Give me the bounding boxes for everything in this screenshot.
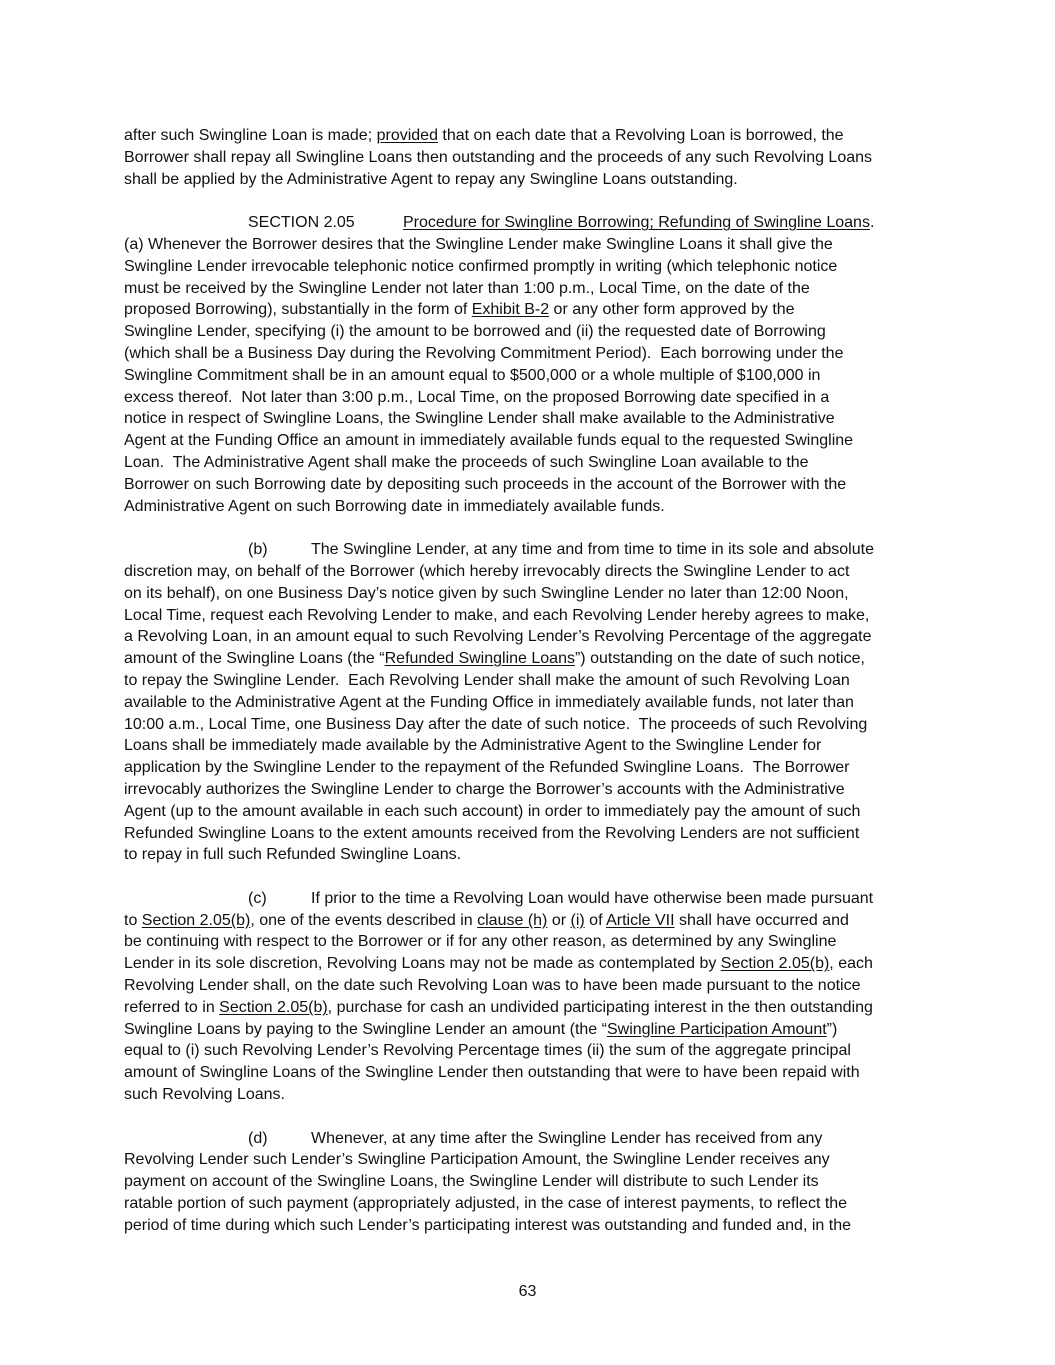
text-line <box>124 343 944 365</box>
text-line <box>124 1215 944 1237</box>
text-line <box>124 125 944 147</box>
text-line <box>124 408 944 430</box>
paragraph <box>124 539 944 866</box>
text-line <box>124 147 944 169</box>
text-run: Agent at the Funding Office an amount in immediately available funds equal to the requested Swingline <box>124 432 854 450</box>
text-line <box>124 496 944 518</box>
text-line <box>124 626 944 648</box>
underlined-reference: Swingline Participation Amount <box>606 1020 827 1038</box>
text-run: If prior to the time a Revolving Loan would have otherwise been made pursuant <box>311 889 874 907</box>
section-number: SECTION 2.05 <box>248 214 355 232</box>
text-run: irrevocably authorizes the Swingline Lender to charge the Borrower’s accounts with the Administrative <box>124 780 845 798</box>
text-line <box>124 735 944 757</box>
text-run: after such Swingline Loan is made; <box>124 127 377 144</box>
underlined-reference: provided <box>376 127 438 144</box>
text-line <box>124 452 944 474</box>
text-line <box>124 474 944 496</box>
paragraph <box>124 212 944 517</box>
clause-label: (d) <box>248 1129 268 1147</box>
text-run: Local Time, request each Revolving Lender to make, and each Revolving Lender hereby agrees to make, <box>124 606 870 624</box>
text-run: shall have occurred and <box>674 911 849 929</box>
text-line <box>124 997 944 1019</box>
text-line <box>124 1128 944 1150</box>
text-run: Borrower shall repay all Swingline Loans then outstanding and the proceeds of any such Revolving Loans <box>124 148 873 166</box>
clause-label: (c) <box>248 889 267 907</box>
page-number: 63 <box>518 1283 537 1300</box>
text-run: or any other form approved by the <box>549 301 795 319</box>
text-line <box>124 953 944 975</box>
text-run: Administrative Agent on such Borrowing date in immediately available funds. <box>124 497 665 515</box>
text-run: 10:00 a.m., Local Time, one Business Day after the date of such notice. The proceeds of such Revolving <box>124 715 868 733</box>
text-line <box>124 670 944 692</box>
text-run: Refunded Swingline Loans to the extent amounts received from the Revolving Lenders are not sufficient <box>124 824 860 842</box>
text-run: must be received by the Swingline Lender not later than 1:00 p.m., Local Time, on the date of the <box>124 279 810 297</box>
text-line <box>124 1084 944 1106</box>
text-run: of <box>584 911 607 929</box>
text-run: such Revolving Loans. <box>124 1086 285 1104</box>
text-line <box>124 779 944 801</box>
text-run: Revolving Lender such Lender’s Swingline Participation Amount, the Swingline Lender receives any <box>124 1151 830 1169</box>
text-run: , each <box>829 955 873 973</box>
text-line <box>124 757 944 779</box>
text-line <box>124 823 944 845</box>
text-line <box>124 975 944 997</box>
text-run: notice in respect of Swingline Loans, the Swingline Lender shall make available to the Administrative <box>124 410 835 428</box>
text-line <box>124 365 944 387</box>
text-run: ”) outstanding on the date of such notice, <box>574 650 865 668</box>
text-line <box>124 931 944 953</box>
text-run: to repay the Swingline Lender. Each Revolving Lender shall make the amount of such Revolving Loan <box>124 671 850 689</box>
text-run: that on each date that a Revolving Loan is borrowed, the <box>437 127 844 144</box>
text-line <box>124 801 944 823</box>
text-line <box>124 561 944 583</box>
text-line <box>124 1193 944 1215</box>
clause-label: (b) <box>248 541 268 559</box>
text-line <box>124 256 944 278</box>
text-line <box>124 212 944 234</box>
underlined-reference: Refunded Swingline Loans <box>384 650 575 668</box>
text-line <box>124 648 944 670</box>
paragraph <box>124 125 944 190</box>
text-run: available to the Administrative Agent at the Funding Office in immediately available funds, not later than <box>124 693 854 711</box>
text-run: Lender in its sole discretion, Revolving Loans may not be made as contemplated by <box>124 955 721 973</box>
underlined-reference: Section 2.05(b) <box>141 911 251 929</box>
text-line <box>124 1040 944 1062</box>
text-line <box>124 387 944 409</box>
text-run: equal to (i) such Revolving Lender’s Revolving Percentage times (ii) the sum of the aggregate principal <box>124 1042 851 1060</box>
underlined-reference: Section 2.05(b) <box>219 998 328 1016</box>
underlined-reference: (i) <box>570 911 585 929</box>
text-run: excess thereof. Not later than 3:00 p.m., Local Time, on the proposed Borrowing date specified in a <box>124 388 830 406</box>
text-line <box>124 1149 944 1171</box>
text-line <box>124 299 944 321</box>
text-run: a Revolving Loan, in an amount equal to such Revolving Lender’s Revolving Percentage of the aggregate <box>124 628 872 646</box>
text-line <box>124 583 944 605</box>
text-line <box>124 169 944 191</box>
text-run: , purchase for cash an undivided participating interest in the then outstanding <box>327 998 873 1016</box>
underlined-reference: Article VII <box>606 911 675 929</box>
paragraph <box>124 1128 944 1237</box>
text-run: be continuing with respect to the Borrower or if for any other reason, as determined by any Swingline <box>124 933 837 951</box>
text-run: on its behalf), on one Business Day’s notice given by such Swingline Lender no later than 12:00 Noon, <box>124 584 849 602</box>
text-run: The Swingline Lender, at any time and from time to time in its sole and absolute <box>311 541 874 559</box>
text-line <box>124 605 944 627</box>
underlined-reference: Exhibit B-2 <box>471 301 550 319</box>
text-run: Swingline Lender irrevocable telephonic notice confirmed promptly in writing (which telephonic notice <box>124 257 838 275</box>
text-line <box>124 234 944 256</box>
text-run: referred to in <box>124 998 220 1016</box>
paragraph-spacer <box>124 866 944 888</box>
text-run: or <box>547 911 571 929</box>
text-run: Loan. The Administrative Agent shall make the proceeds of such Swingline Loan available to the <box>124 453 809 471</box>
text-run: , one of the events described in <box>250 911 478 929</box>
text-line <box>124 844 944 866</box>
text-run: Swingline Loans by paying to the Swingline Lender an amount (the “ <box>124 1020 607 1038</box>
paragraph-spacer <box>124 190 944 212</box>
text-run: Revolving Lender shall, on the date such Revolving Loan was to have been made pursuant to the notice <box>124 977 861 995</box>
text-line <box>124 321 944 343</box>
text-run: Whenever, at any time after the Swingline Lender has received from any <box>311 1129 823 1147</box>
text-line <box>124 714 944 736</box>
text-run: application by the Swingline Lender to the repayment of the Refunded Swingline Loans. The Borrower <box>124 759 850 777</box>
text-line <box>124 910 944 932</box>
text-run: amount of the Swingline Loans (the “ <box>124 650 385 668</box>
text-run: proposed Borrowing), substantially in the form of <box>124 301 472 319</box>
text-run: payment on account of the Swingline Loans, the Swingline Lender will distribute to such Lender its <box>124 1173 819 1191</box>
text-run: to repay in full such Refunded Swingline Loans. <box>124 846 462 864</box>
text-line <box>124 430 944 452</box>
text-run: discretion may, on behalf of the Borrower (which hereby irrevocably directs the Swingline Lender to act <box>124 562 850 580</box>
text-run: Swingline Commitment shall be in an amount equal to $500,000 or a whole multiple of $100,000 in <box>124 366 821 384</box>
text-line <box>124 1019 944 1041</box>
text-run: shall be applied by the Administrative Agent to repay any Swingline Loans outstanding. <box>124 170 738 188</box>
text-line <box>124 888 944 910</box>
text-run: . <box>869 214 875 232</box>
text-run: ”) <box>826 1020 838 1038</box>
text-line <box>124 692 944 714</box>
document-body <box>124 125 944 1237</box>
text-run: amount of Swingline Loans of the Swingline Lender then outstanding that were to have been repaid with <box>124 1064 860 1082</box>
text-line <box>124 539 944 561</box>
paragraph-spacer <box>124 517 944 539</box>
underlined-reference: Section 2.05(b) <box>720 955 830 973</box>
paragraph-spacer <box>124 1106 944 1128</box>
text-run: period of time during which such Lender’s participating interest was outstanding and funded and, in the <box>124 1216 851 1234</box>
underlined-reference: clause (h) <box>477 911 548 929</box>
text-run: ratable portion of such payment (appropriately adjusted, in the case of interest payments, to reflect the <box>124 1195 848 1213</box>
text-run: (a) Whenever the Borrower desires that the Swingline Lender make Swingline Loans it shall give the <box>124 235 833 253</box>
text-run: Borrower on such Borrowing date by depositing such proceeds in the account of the Borrower with the <box>124 475 847 493</box>
text-line <box>124 1062 944 1084</box>
text-run: Loans shall be immediately made available by the Administrative Agent to the Swingline Lender for <box>124 737 822 755</box>
text-line <box>124 278 944 300</box>
text-run: Agent (up to the amount available in each such account) in order to immediately pay the amount of such <box>124 802 861 820</box>
text-run: to <box>124 911 142 929</box>
text-run: (which shall be a Business Day during the Revolving Commitment Period). Each borrowing under the <box>124 344 844 362</box>
text-run: Swingline Lender, specifying (i) the amount to be borrowed and (ii) the requested date of Borrowing <box>124 323 826 341</box>
paragraph <box>124 888 944 1106</box>
underlined-reference: Procedure for Swingline Borrowing; Refunding of Swingline Loans <box>403 214 870 232</box>
text-line <box>124 1171 944 1193</box>
